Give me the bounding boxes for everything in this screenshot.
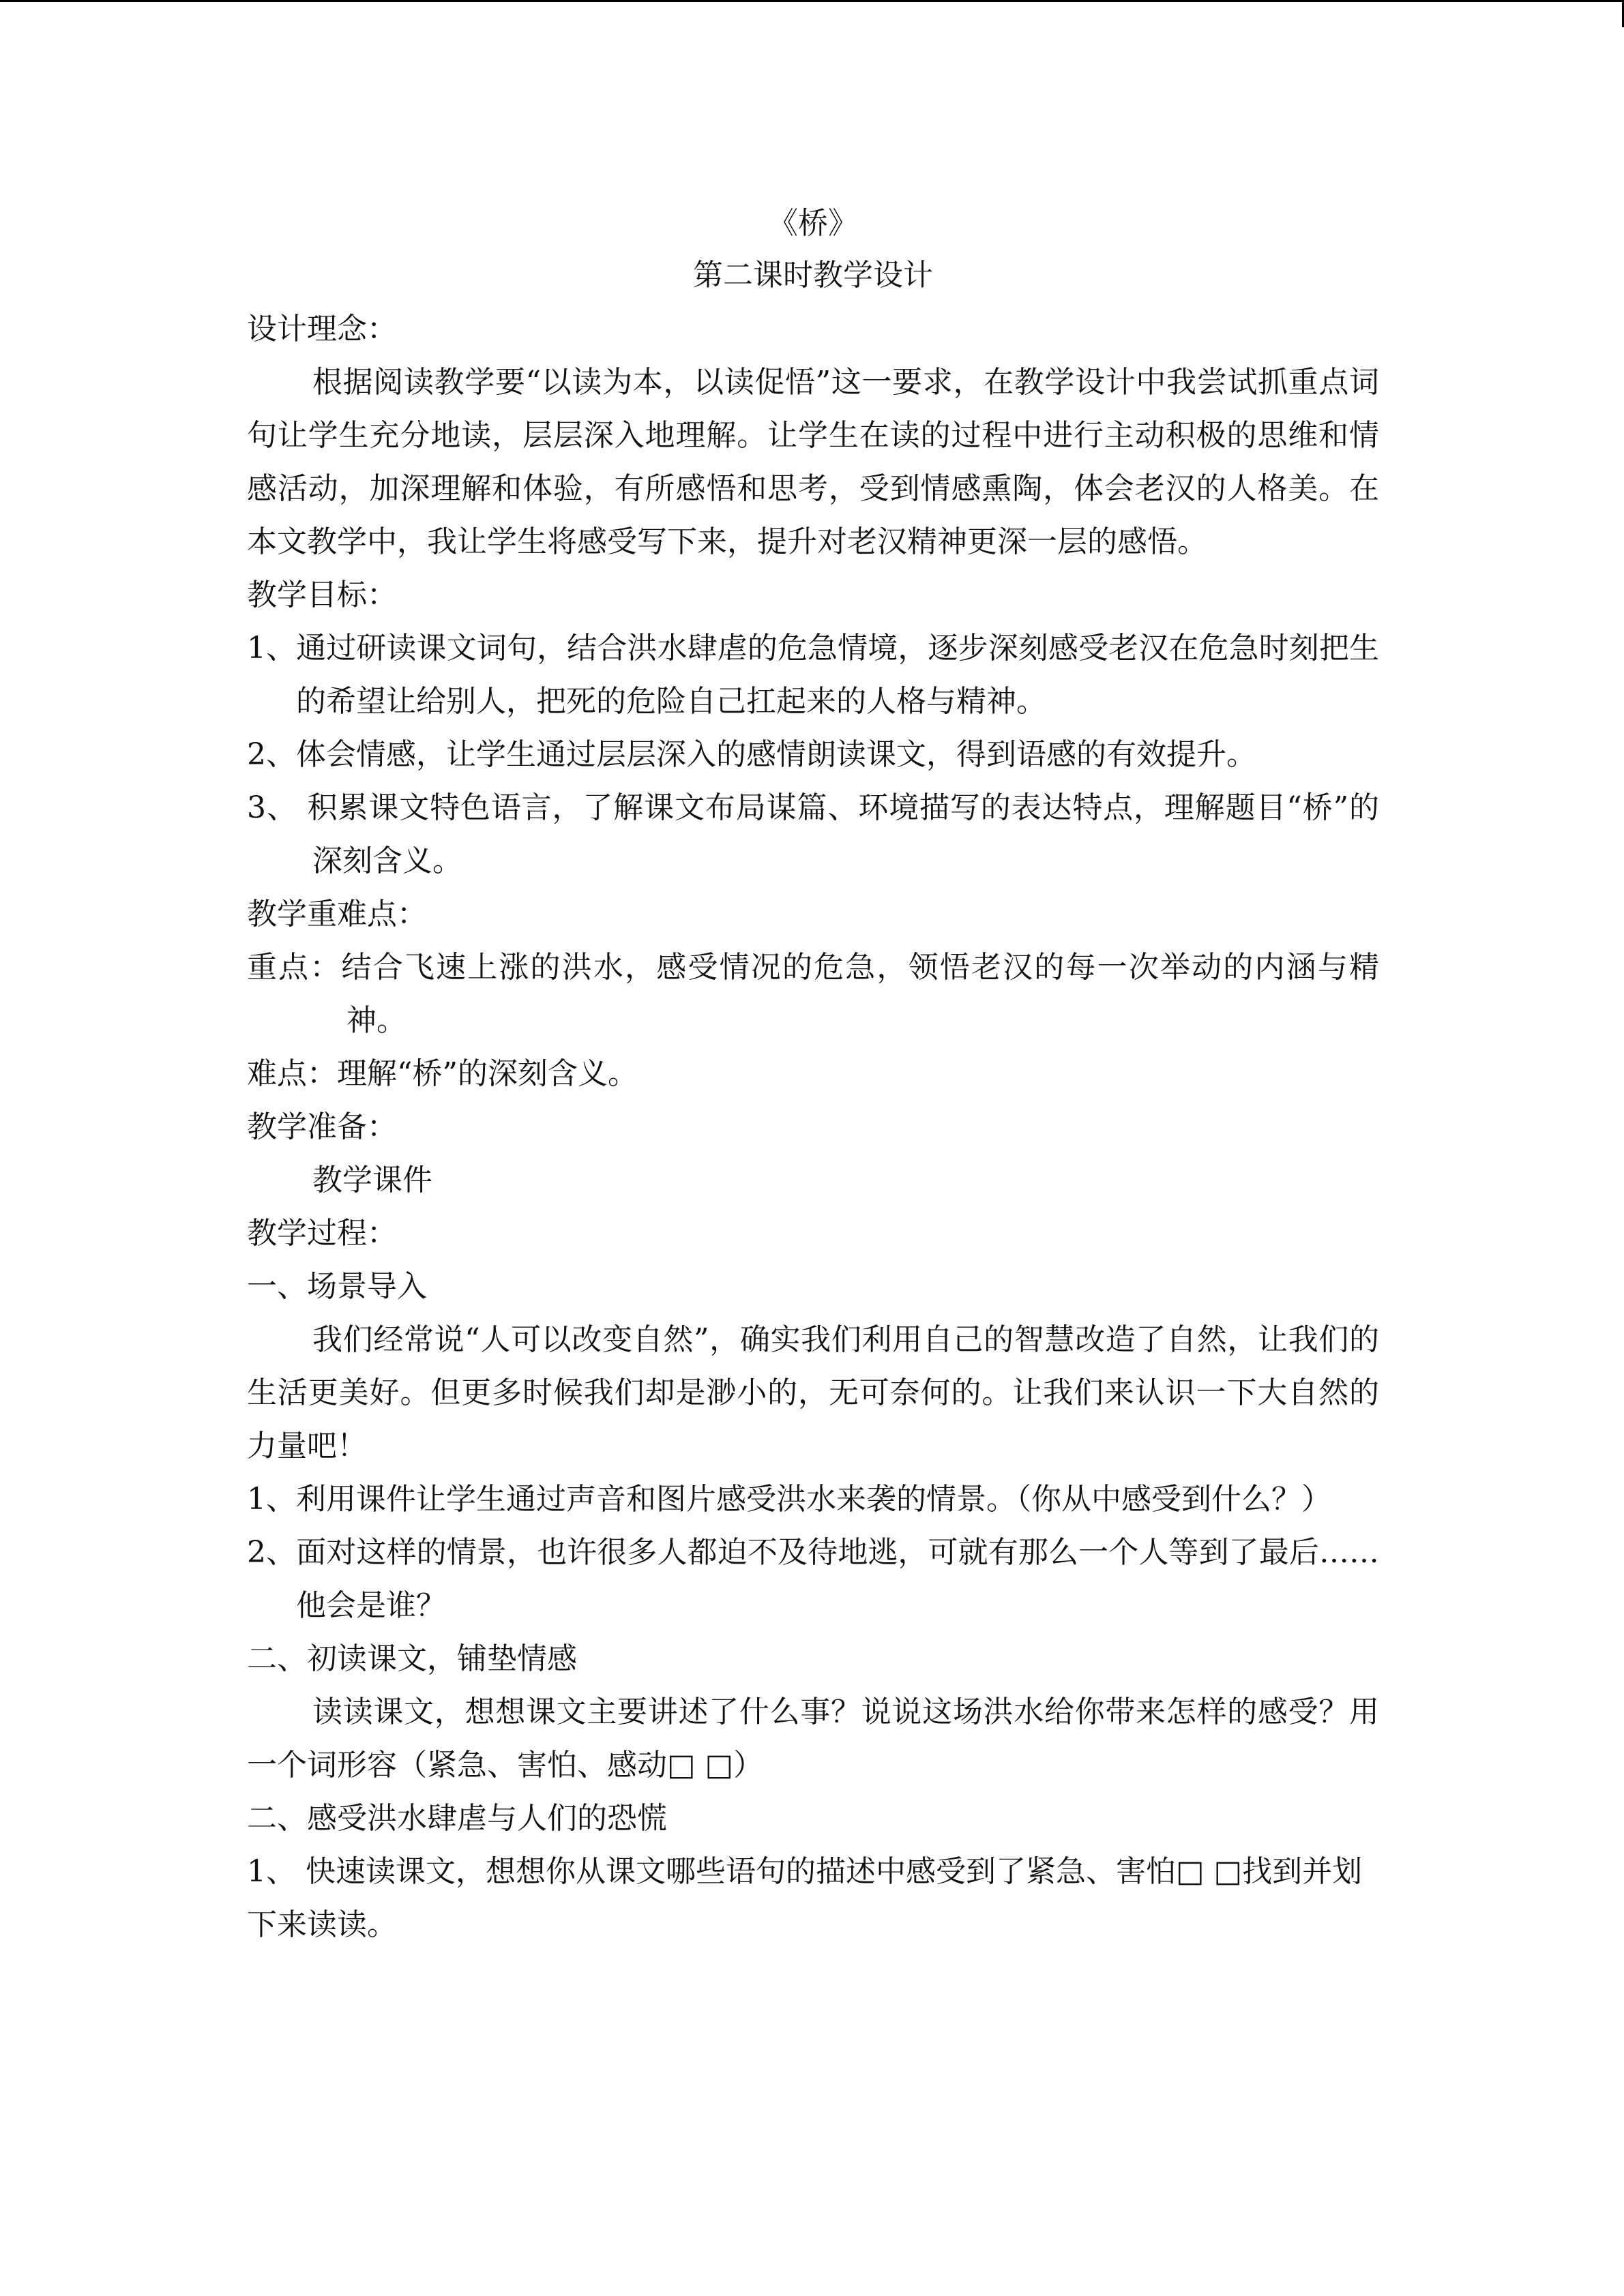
section2-paragraph: 读读课文，想想课文主要讲述了什么事？说说这场洪水给你带来怎样的感受？用一个词形容（紧急、害怕、感动□ □） bbox=[247, 1695, 1379, 1783]
goal-item-1: 1、通过研读课文词句，结合洪水肆虐的危急情境，逐步深刻感受老汉在危急时刻把生的希望让给别人，把死的危险自己扛起来的人格与精神。 bbox=[247, 631, 1379, 719]
section3-item-1: 1、 快速读课文，想想你从课文哪些语句的描述中感受到了紧急、害怕□ □找到并划下来读读。 bbox=[247, 1854, 1363, 1942]
design-concept-paragraph: 根据阅读教学要“以读为本，以读促悟”这一要求，在教学设计中我尝试抓重点词句让学生充分地读，层层深入地理解。让学生在读的过程中进行主动积极的思维和情感活动，加深理解和体验，有所感悟和思考，受到情感熏陶，体会老汉的人格美。在本文教学中，我让学生将感受写下来，提升对老汉精神更深一层的感悟。 bbox=[247, 365, 1379, 559]
section1-paragraph: 我们经常说“人可以改变自然”，确实我们利用自己的智慧改造了自然，让我们的生活更美好。但更多时候我们却是渺小的，无可奈何的。让我们来认识一下大自然的力量吧！ bbox=[247, 1322, 1379, 1463]
key-point: 重点：结合飞速上涨的洪水，感受情况的危急，领悟老汉的每一次举动的内涵与精神。 bbox=[247, 950, 1379, 1038]
section1-item-1: 1、利用课件让学生通过声音和图片感受洪水来袭的情景。（你从中感受到什么？） bbox=[247, 1482, 1331, 1517]
difficult-point: 难点：理解“桥”的深刻含义。 bbox=[247, 1056, 638, 1091]
goals-heading: 教学目标： bbox=[247, 578, 397, 612]
prep-text: 教学课件 bbox=[312, 1163, 432, 1197]
document-body bbox=[247, 303, 1379, 1952]
document-subtitle: 第二课时教学设计 bbox=[693, 258, 933, 293]
process-heading: 教学过程： bbox=[247, 1216, 397, 1251]
key-points-heading: 教学重难点： bbox=[247, 897, 427, 931]
prep-heading: 教学准备： bbox=[247, 1109, 397, 1144]
document-page bbox=[247, 203, 1379, 1952]
goal-item-2: 2、体会情感，让学生通过层层深入的感情朗读课文，得到语感的有效提升。 bbox=[247, 737, 1256, 772]
top-border-line bbox=[0, 0, 1624, 2]
design-concept-heading: 设计理念： bbox=[247, 312, 397, 346]
document-title: 《桥》 bbox=[768, 206, 858, 241]
section1-heading: 一、场景导入 bbox=[247, 1269, 427, 1304]
section3-heading: 二、感受洪水肆虐与人们的恐慌 bbox=[247, 1801, 667, 1836]
section1-item-2: 2、面对这样的情景，也许很多人都迫不及待地逃，可就有那么一个人等到了最后……他会是谁？ bbox=[247, 1535, 1379, 1623]
section2-heading: 二、初读课文，铺垫情感 bbox=[247, 1641, 577, 1676]
goal-item-3: 3、 积累课文特色语言，了解课文布局谋篇、环境描写的表达特点，理解题目“桥”的深刻含义。 bbox=[247, 790, 1379, 878]
